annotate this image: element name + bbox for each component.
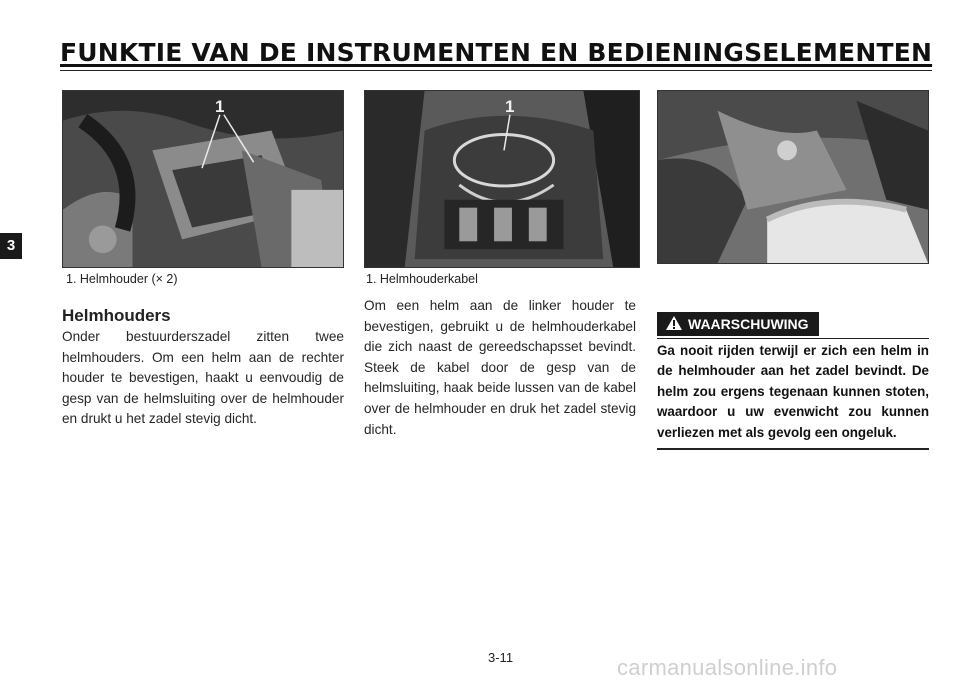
photo-helmet-cable (364, 90, 640, 268)
photo-helmet-cable-image (365, 91, 639, 267)
photo-helmet-attached-image (658, 91, 928, 263)
warning-label: WAARSCHUWING (688, 316, 809, 332)
page-title: FUNKTIE VAN DE INSTRUMENTEN EN BEDIENINGSELEMENTEN (60, 38, 933, 67)
header-rule (60, 70, 932, 71)
body-paragraph-right-holder: Onder bestuurderszadel zitten twee helmhouders. Om een helm aan de rechter houder te bevestigen, haakt u eenvoudig de gesp van de helmsluiting over de helmhouder en drukt u het zadel stevig dicht. (62, 329, 344, 427)
figure-caption: 1. Helmhouder (× 2) (66, 272, 178, 286)
photo-helmet-holders (62, 90, 344, 268)
warning-triangle-icon (665, 315, 683, 331)
photo-helmet-attached (657, 90, 929, 264)
warning-header (657, 312, 929, 339)
page-number: 3-11 (488, 650, 514, 665)
figure-callout-1: 1 (505, 97, 515, 116)
photo-helmet-holders-image (63, 91, 343, 267)
chapter-tab: 3 (0, 233, 22, 259)
warning-rule (657, 448, 929, 450)
watermark: carmanualsonline.info (617, 655, 838, 680)
figure-callout-1: 1 (215, 97, 225, 116)
warning-badge (657, 312, 819, 336)
section-heading: Helmhouders (62, 306, 171, 325)
figure-caption: 1. Helmhouderkabel (366, 272, 478, 286)
warning-text: Ga nooit rijden terwijl er zich een helm in de helmhouder aan het zadel bevindt. De helm zou ergens tegenaan kunnen stoten, waardoor u uw evenwicht zou kunnen verliezen met als gevolg een ongeluk. (657, 343, 929, 440)
body-paragraph-left-holder: Om een helm aan de linker houder te bevestigen, gebruikt u de helmhouderkabel die zich naast de gereedschapsset bevindt. Steek de kabel door de gesp van de helmsluiting, haak beide lussen van de kabel over de helmhouder en druk het zadel stevig dicht. (364, 298, 636, 437)
